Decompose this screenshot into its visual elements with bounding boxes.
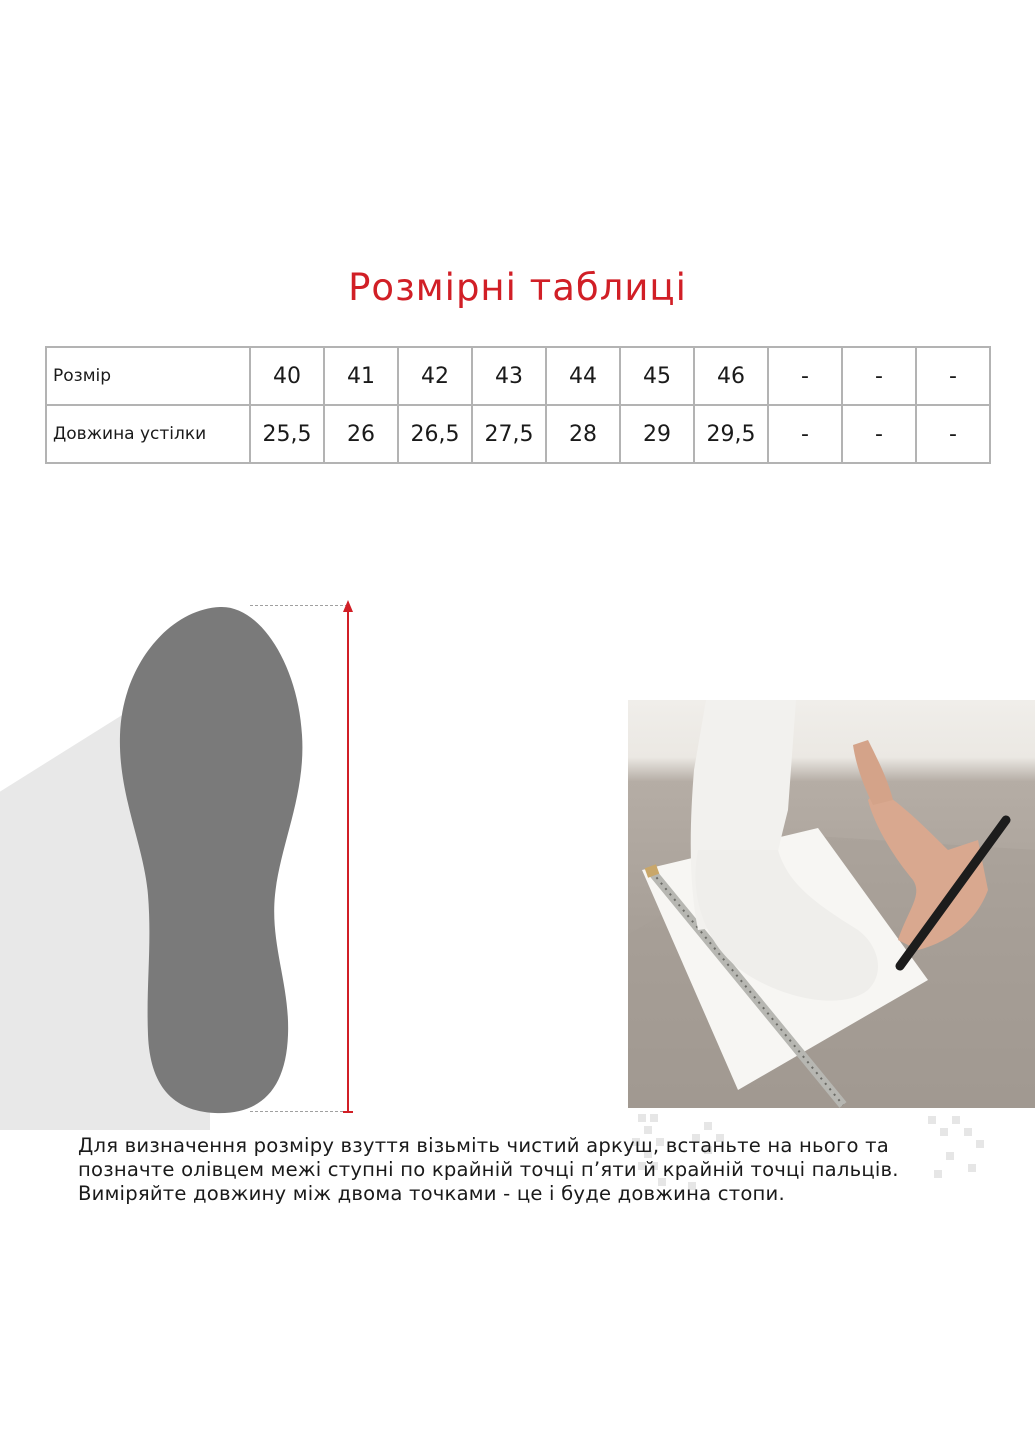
row-label-size: Розмір: [46, 347, 250, 405]
insole-shape: [120, 607, 303, 1113]
foot-measuring-photo: [628, 700, 1035, 1108]
instruction-line: позначте олівцем межі ступні по крайній точці п’яти й крайній точці пальців.: [78, 1158, 899, 1181]
size-cell: 46: [694, 347, 768, 405]
measure-guide-top: [250, 605, 348, 606]
size-cell: 45: [620, 347, 694, 405]
size-cell: -: [768, 347, 842, 405]
instruction-line: Для визначення розміру взуття візьміть чистий аркуш, встаньте на нього та: [78, 1134, 889, 1157]
length-cell: 25,5: [250, 405, 324, 463]
size-cell: 43: [472, 347, 546, 405]
page-title: Розмірні таблиці: [348, 266, 687, 309]
size-cell: 40: [250, 347, 324, 405]
table-row-insole-length: [46, 405, 990, 463]
length-cell: -: [842, 405, 916, 463]
instruction-line: Виміряйте довжину між двома точками - це і буде довжина стопи.: [78, 1182, 785, 1205]
length-cell: -: [768, 405, 842, 463]
insole-illustration: [100, 595, 320, 1125]
measure-guide-bottom: [250, 1111, 348, 1112]
length-cell: 26: [324, 405, 398, 463]
size-cell: -: [842, 347, 916, 405]
size-cell: -: [916, 347, 990, 405]
size-cell: 41: [324, 347, 398, 405]
size-table: [45, 346, 991, 464]
length-cell: 26,5: [398, 405, 472, 463]
size-cell: 42: [398, 347, 472, 405]
row-label-insole-length: Довжина устілки: [46, 405, 250, 463]
size-cell: 44: [546, 347, 620, 405]
length-cell: -: [916, 405, 990, 463]
length-arrow: [338, 598, 358, 1118]
length-cell: 29,5: [694, 405, 768, 463]
measurement-instructions: [78, 1134, 988, 1206]
length-cell: 28: [546, 405, 620, 463]
table-row-size: [46, 347, 990, 405]
length-cell: 29: [620, 405, 694, 463]
length-cell: 27,5: [472, 405, 546, 463]
